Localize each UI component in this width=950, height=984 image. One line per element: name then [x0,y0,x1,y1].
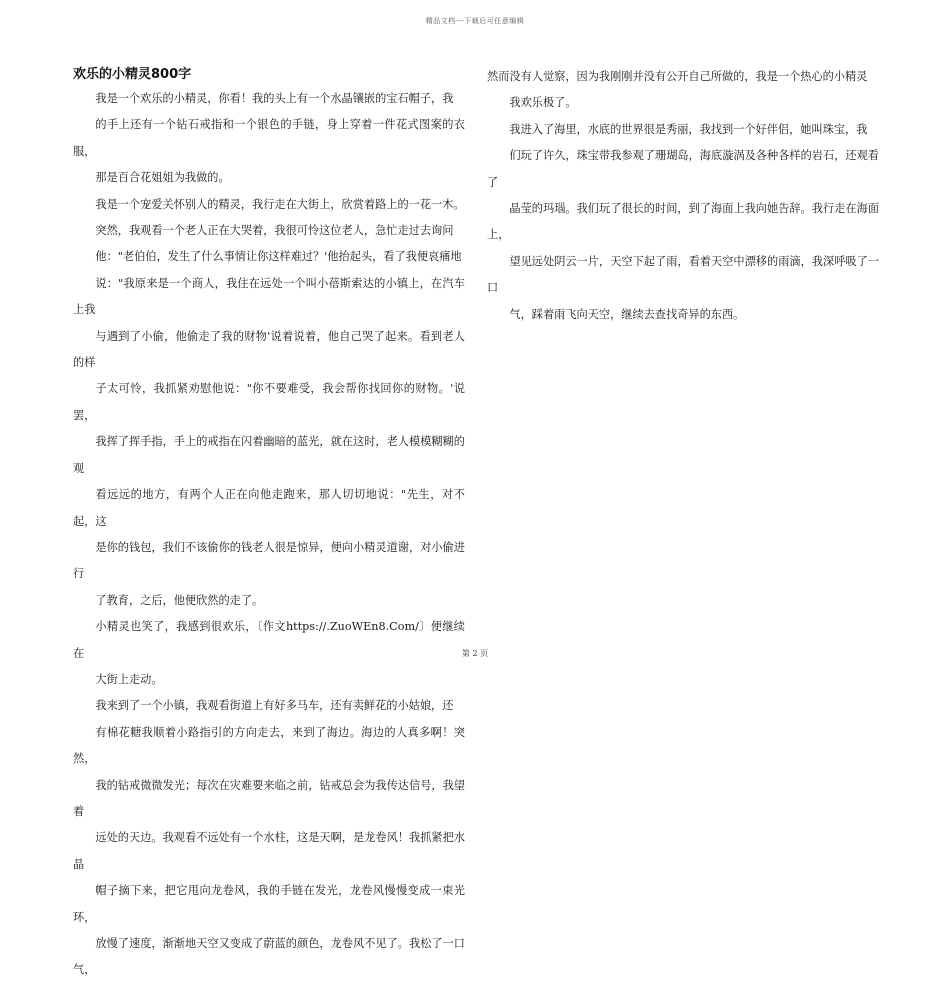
text-line: 我进入了海里，水底的世界很是秀丽，我找到一个好伴侣，她叫珠宝，我 [509,122,868,136]
text-line: 大街上走动。 [95,672,163,686]
right-column-body [487,64,879,328]
text-line: 与遇到了小偷，他偷走了我的财物'说着说着，他自己哭了起来。看到老人的样 [73,329,465,370]
paragraph [73,192,465,615]
text-line: 我是一个欢乐的小精灵，你看！我的头上有一个水晶镶嵌的宝石帽子，我 [95,92,454,105]
page-number: 第 2 页 [461,649,489,658]
text-line: 他："老伯伯，发生了什么事情让你这样难过？'他抬起头，看了我便哀痛地 [95,250,462,264]
paragraph [487,117,879,328]
text-line: 突然，我观看一个老人正在大哭着，我很可怜这位老人，急忙走过去询问 [95,224,454,238]
paragraph [487,64,879,90]
paragraph [73,693,465,983]
text-line: 有棉花糖我顺着小路指引的方向走去，来到了海边。海边的人真多啊！突然， [73,725,465,766]
document-title: 欢乐的小精灵800字 [73,67,192,82]
paragraph [487,90,879,116]
text-line: 我的钻戒微微发光；每次在灾难要来临之前，钻戒总会为我传达信号，我望着 [73,778,465,818]
text-line: 们玩了许久，珠宝带我参观了珊瑚岛，海底漩涡及各种各样的岩石，还观看了 [487,149,879,189]
text-line: 然而没有人觉察，因为我刚刚并没有公开自己所做的，我是一个热心的小精灵 [487,70,868,83]
text-line: 是你的钱包，我们不该偷你的钱老人很是惊异，便向小精灵道谢，对小偷进行 [73,540,465,581]
text-line: 我来到了一个小镇，我观看街道上有好多马车，还有卖鲜花的小姑娘，还 [95,699,454,713]
page-header: 精品文档---下载后可任意编辑 [425,17,525,25]
text-line: 小精灵也笑了，我感到很欢乐，〔作文https://.ZuoWEn8.Com/〕便继续在 [73,620,465,660]
text-line: 远处的天边。我观看不远处有一个水柱，这是天啊，是龙卷风！我抓紧把水晶 [73,831,465,871]
text-line: 望见远处阴云一片，天空下起了雨，看着天空中漂移的雨滴，我深呼吸了一口 [487,254,879,295]
text-line: 晶莹的玛瑙。我们玩了很长的时间，到了海面上我向她告辞。我行走在海面上， [487,202,879,242]
text-line: 我挥了挥手指，手上的戒指在闪着幽暗的蓝光，就在这时，老人模模糊糊的观 [73,435,465,475]
text-line: 放慢了速度，渐渐地天空又变成了蔚蓝的颜色，龙卷风不见了。我松了一口气， [73,937,465,977]
text-line: 的手上还有一个钻石戒指和一个银色的手链，身上穿着一件花式图案的衣服， [73,118,465,158]
left-column [73,64,465,984]
text-line: 说："我原来是一个商人，我住在远处一个叫小蓓斯索达的小镇上，在汽车上我 [73,276,465,317]
text-line: 子太可怜，我抓紧劝慰他说："你不要难受，我会帮你找回你的财物。'说罢， [73,382,465,422]
text-line: 帽子摘下来，把它甩向龙卷风，我的手链在发光，龙卷风慢慢变成一束光环， [73,884,465,924]
text-line: 气，踩着雨飞向天空，继续去查找奇异的东西。 [509,307,745,321]
text-line: 那是百合花姐姐为我做的。 [95,171,230,185]
text-line: 我欢乐极了。 [509,96,577,110]
text-line: 我是一个宠爱关怀别人的精灵，我行走在大街上，欣赏着路上的一花一木。 [95,197,465,211]
right-column [487,64,879,328]
paragraph [73,86,465,192]
left-column-body [73,86,465,984]
text-line: 了教育，之后，他便欣然的走了。 [95,593,264,607]
text-line: 看远远的地方，有两个人正在向他走跑来，那人切切地说："先生，对不起，这 [73,488,465,528]
